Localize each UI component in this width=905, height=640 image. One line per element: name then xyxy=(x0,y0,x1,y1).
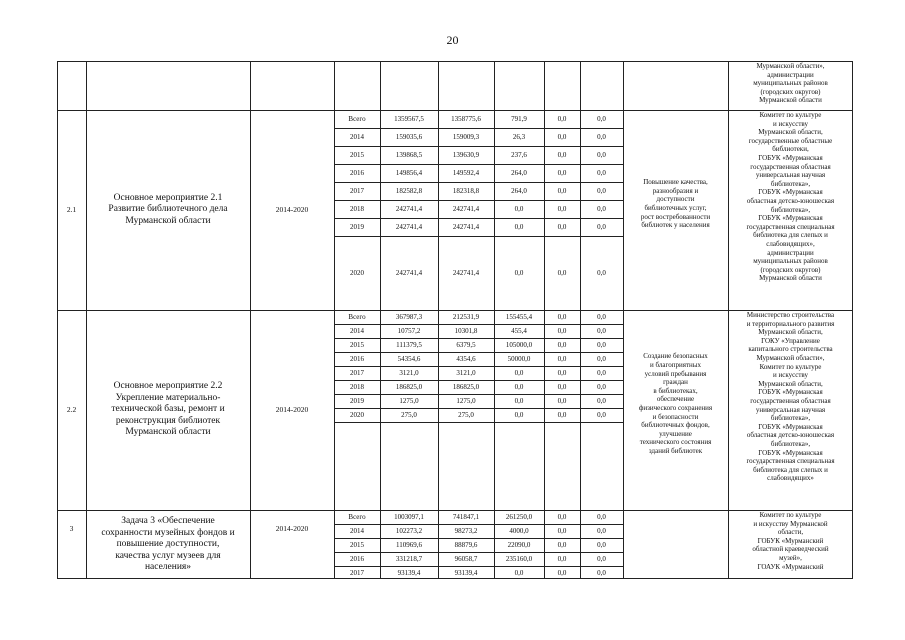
cell-year: 2015 xyxy=(350,340,364,349)
cell-v3: 22090,0 xyxy=(507,540,531,549)
responsible-line: ГОБУК «Мурманская xyxy=(758,388,823,397)
responsible-line: Мурманской области xyxy=(759,274,822,283)
responsible-line: библиотека», xyxy=(770,414,811,423)
cell-v4: 0,0 xyxy=(557,204,567,213)
cell-v1: 10757,2 xyxy=(397,326,421,335)
responsible-line: Мурманской области, xyxy=(758,379,823,388)
cell-year: 2020 xyxy=(350,268,364,277)
cell-v3: 455,4 xyxy=(511,326,527,335)
cell-v2: 182318,8 xyxy=(452,186,480,195)
cell-year: 2015 xyxy=(350,540,364,549)
responsible-line: администрации xyxy=(767,70,814,79)
cell-v5: 0,0 xyxy=(597,114,606,123)
responsible-line: ГОБУК «Мурманская xyxy=(758,214,823,223)
responsible-line: библиотека», xyxy=(770,439,811,448)
cell-v5: 0,0 xyxy=(597,354,606,363)
responsible-line: государственная областная xyxy=(750,162,831,171)
responsible-executors xyxy=(728,111,853,283)
section-number: 3 xyxy=(69,524,74,533)
responsible-line: Комитет по культуре xyxy=(759,362,822,371)
result-line: и безопасности xyxy=(652,412,699,421)
cell-v3: 0,0 xyxy=(514,222,524,231)
row-rule xyxy=(334,182,623,183)
result-line: доступности xyxy=(656,195,695,204)
responsible-line: и искусству xyxy=(773,119,808,128)
row-rule xyxy=(334,324,623,325)
cell-v4: 0,0 xyxy=(557,150,567,159)
responsible-line: Министерство строительства xyxy=(746,311,835,319)
row-rule xyxy=(334,146,623,147)
cell-year: 2014 xyxy=(350,526,364,535)
cell-year: 2019 xyxy=(350,396,364,405)
cell-v1: 139868,5 xyxy=(395,150,423,159)
cell-v4: 0,0 xyxy=(557,368,567,377)
cell-v2: 212531,9 xyxy=(452,312,480,321)
cell-v5: 0,0 xyxy=(597,326,606,335)
cell-v5: 0,0 xyxy=(597,132,606,141)
section-title xyxy=(86,193,250,228)
responsible-line: Комитет по культуре xyxy=(759,111,822,119)
cell-v5: 0,0 xyxy=(597,340,606,349)
cell-v1: 1359567,5 xyxy=(394,114,424,123)
cell-v3: 105000,0 xyxy=(505,340,533,349)
cell-v2: 242741,4 xyxy=(452,204,480,213)
responsible-line: области, xyxy=(777,528,804,537)
cell-year: 2018 xyxy=(350,382,364,391)
responsible-line: ГОАУК «Мурманский xyxy=(757,562,824,571)
cell-v5: 0,0 xyxy=(597,204,606,213)
cell-v2: 93139,4 xyxy=(454,568,478,577)
cell-v3: 0,0 xyxy=(514,268,524,277)
result-line: разнообразия и xyxy=(652,186,699,195)
cell-v1: 275,0 xyxy=(401,410,417,419)
responsible-line: Комитет по культуре xyxy=(759,511,822,519)
cell-v2: 98273,2 xyxy=(454,526,478,535)
cell-v2: 3121,0 xyxy=(456,368,476,377)
row-rule xyxy=(334,366,623,367)
responsible-line: универсальная научная xyxy=(755,405,826,414)
cell-year: 2019 xyxy=(350,222,364,231)
title-line: Основное мероприятие 2.2 xyxy=(113,381,223,392)
cell-v4: 0,0 xyxy=(557,512,567,521)
cell-v1: 102273,2 xyxy=(395,526,423,535)
cell-v4: 0,0 xyxy=(557,382,567,391)
result-line: Повышение качества, xyxy=(643,178,708,187)
cell-v1: 186825,0 xyxy=(395,382,423,391)
period: 2014-2020 xyxy=(275,524,309,533)
responsible-executors xyxy=(728,511,853,571)
cell-year: 2017 xyxy=(350,568,364,577)
cell-v3: 0,0 xyxy=(514,204,524,213)
cell-v4: 0,0 xyxy=(557,268,567,277)
cell-year: 2014 xyxy=(350,326,364,335)
cell-v4: 0,0 xyxy=(557,312,567,321)
cell-v2: 741847,1 xyxy=(452,512,480,521)
cell-v1: 242741,4 xyxy=(395,268,423,277)
page-number: 20 xyxy=(446,33,459,47)
cell-year: Всего xyxy=(348,114,366,123)
cell-year: 2018 xyxy=(350,204,364,213)
cell-v4: 0,0 xyxy=(557,132,567,141)
row-rule xyxy=(334,218,623,219)
cell-year: 2017 xyxy=(350,186,364,195)
responsible-line: областная детско-юношеская xyxy=(746,196,835,205)
row-rule xyxy=(334,236,623,237)
title-line: Задача 3 «Обеспечение xyxy=(121,516,215,526)
responsible-line: Мурманской области, xyxy=(758,128,823,137)
responsible-line: (городских округов) xyxy=(760,87,821,96)
responsible-line: Мурманской области, xyxy=(758,328,823,337)
cell-v3: 0,0 xyxy=(514,382,524,391)
responsible-line: муниципальных районов xyxy=(753,79,828,88)
responsible-line: библиотека», xyxy=(770,179,811,188)
section-number: 2.2 xyxy=(66,405,77,414)
period: 2014-2020 xyxy=(275,405,309,414)
cell-v3: 264,0 xyxy=(511,168,527,177)
title-line: населения» xyxy=(144,562,192,572)
responsible-line: библиотеки, xyxy=(772,145,809,154)
cell-v1: 367987,3 xyxy=(395,312,423,321)
cell-v2: 149592,4 xyxy=(452,168,480,177)
result-line: Создание безопасных xyxy=(643,352,708,361)
result-line: граждан xyxy=(663,378,688,387)
cell-year: Всего xyxy=(348,512,366,521)
row-rule xyxy=(334,524,623,525)
responsible-line: государственная областная xyxy=(750,396,831,405)
responsible-line: государственные областные xyxy=(748,136,833,145)
cell-v5: 0,0 xyxy=(597,150,606,159)
responsible-line: музей», xyxy=(779,553,802,562)
title-line: Укрепление материально- xyxy=(115,392,221,403)
responsible-line: Мурманской области xyxy=(759,96,822,105)
row-rule xyxy=(334,128,623,129)
cell-v1: 242741,4 xyxy=(395,204,423,213)
cell-v4: 0,0 xyxy=(557,568,567,577)
cell-v1: 149856,4 xyxy=(395,168,423,177)
title-line: Основное мероприятие 2.1 xyxy=(113,192,223,203)
column-rule xyxy=(623,61,624,579)
cell-v2: 275,0 xyxy=(458,410,474,419)
cell-v4: 0,0 xyxy=(557,326,567,335)
title-line: повышение доступности, xyxy=(116,539,220,549)
cell-v2: 139630,9 xyxy=(452,150,480,159)
row-rule xyxy=(334,538,623,539)
cell-v4: 0,0 xyxy=(557,526,567,535)
cell-year: 2016 xyxy=(350,554,364,563)
cell-year: 2016 xyxy=(350,168,364,177)
cell-v5: 0,0 xyxy=(597,168,606,177)
cell-v3: 0,0 xyxy=(514,368,524,377)
cell-v2: 159009,3 xyxy=(452,132,480,141)
responsible-line: слабовидящих» xyxy=(767,474,814,483)
cell-v5: 0,0 xyxy=(597,312,606,321)
cell-v2: 96058,7 xyxy=(454,554,478,563)
responsible-line: библиотека», xyxy=(770,205,811,214)
result-line: библиотек у населения xyxy=(641,221,710,230)
column-rule xyxy=(250,61,251,579)
title-line: Развитие библиотечного дела xyxy=(108,204,228,215)
cell-year: 2017 xyxy=(350,368,364,377)
expected-result xyxy=(623,352,728,455)
cell-v4: 0,0 xyxy=(557,168,567,177)
row-rule xyxy=(334,164,623,165)
cell-v2: 10301,8 xyxy=(454,326,478,335)
responsible-line: ГОКУ «Управление xyxy=(761,336,820,345)
cell-v4: 0,0 xyxy=(557,410,567,419)
cell-v5: 0,0 xyxy=(597,222,606,231)
result-line: и благоприятных xyxy=(650,360,701,369)
responsible-line: областной краеведческий xyxy=(752,545,829,554)
cell-v4: 0,0 xyxy=(557,554,567,563)
section-number: 2.1 xyxy=(66,205,77,214)
cell-year: 2015 xyxy=(350,150,364,159)
cell-v3: 155455,4 xyxy=(505,312,533,321)
title-line: качества услуг музеев для xyxy=(115,550,221,561)
cell-v3: 26,3 xyxy=(512,132,526,141)
responsible-line: ГОБУК «Мурманский xyxy=(757,536,824,545)
column-rule xyxy=(86,61,87,579)
row-rule xyxy=(334,200,623,201)
cell-v3: 261250,0 xyxy=(505,512,533,521)
row-rule xyxy=(334,566,623,567)
cell-v3: 4000,0 xyxy=(509,526,529,535)
result-line: обеспечение xyxy=(656,395,695,404)
responsible-line: библиотека для слепых и xyxy=(753,465,828,474)
cell-v3: 264,0 xyxy=(511,186,527,195)
responsible-line: Мурманской области», xyxy=(756,353,825,362)
cell-v4: 0,0 xyxy=(557,354,567,363)
responsible-line: ГОБУК «Мурманская xyxy=(758,448,823,457)
responsible-line: и искусству Мурманской xyxy=(753,519,828,528)
cell-v1: 242741,4 xyxy=(395,222,423,231)
section-title xyxy=(86,516,250,574)
result-line: рост востребованности xyxy=(640,212,711,221)
cell-v5: 0,0 xyxy=(597,540,606,549)
cell-v5: 0,0 xyxy=(597,268,606,277)
cell-v1: 331218,7 xyxy=(395,554,423,563)
cell-v5: 0,0 xyxy=(597,526,606,535)
cell-v1: 110969,6 xyxy=(396,540,422,549)
cell-v4: 0,0 xyxy=(557,396,567,405)
result-line: библиотечных услуг, xyxy=(644,203,707,212)
row-rule xyxy=(334,422,623,423)
responsible-line: универсальная научная xyxy=(755,171,826,180)
responsible-line: областная детско-юношеская xyxy=(746,431,835,440)
result-line: зданий библиотек xyxy=(648,446,703,455)
cell-v3: 50000,0 xyxy=(507,354,531,363)
responsible-line: (городских округов) xyxy=(760,265,821,274)
cell-year: 2020 xyxy=(350,410,364,419)
result-line: библиотечных фондов, xyxy=(641,421,710,430)
responsible-line: государственная специальная xyxy=(746,457,835,466)
cell-v2: 1275,0 xyxy=(456,396,476,405)
responsible-line: муниципальных районов xyxy=(753,257,828,266)
result-line: технического состояния xyxy=(639,438,712,447)
cell-v1: 182582,8 xyxy=(395,186,423,195)
row-rule xyxy=(334,352,623,353)
responsible-line: капитального строительства xyxy=(748,345,833,354)
result-line: физического сохранения xyxy=(638,403,713,412)
responsible-executors xyxy=(728,311,853,483)
responsible-line: ГОБУК «Мурманская xyxy=(758,422,823,431)
responsible-continuation xyxy=(728,62,853,105)
cell-v1: 159035,6 xyxy=(395,132,423,141)
cell-v5: 0,0 xyxy=(597,396,606,405)
cell-v5: 0,0 xyxy=(597,512,606,521)
cell-v2: 88879,6 xyxy=(454,540,478,549)
result-line: условий пребывания xyxy=(644,369,707,378)
cell-v3: 0,0 xyxy=(514,410,524,419)
responsible-line: Мурманской области», xyxy=(756,62,825,70)
title-line: реконструкция библиотек xyxy=(115,415,221,426)
responsible-line: библиотека для слепых и xyxy=(753,231,828,240)
responsible-line: слабовидящих», xyxy=(766,239,815,248)
responsible-line: государственная специальная xyxy=(746,222,835,231)
cell-v1: 3121,0 xyxy=(399,368,419,377)
cell-v1: 93139,4 xyxy=(397,568,421,577)
cell-v5: 0,0 xyxy=(597,410,606,419)
cell-v5: 0,0 xyxy=(597,568,606,577)
row-rule xyxy=(334,408,623,409)
title-line: сохранности музейных фондов и xyxy=(101,527,235,538)
cell-v3: 0,0 xyxy=(514,568,524,577)
title-line: технической базы, ремонт и xyxy=(111,404,225,415)
cell-v3: 235160,0 xyxy=(505,554,533,563)
cell-v2: 242741,4 xyxy=(452,268,480,277)
cell-v3: 791,9 xyxy=(511,114,527,123)
cell-v4: 0,0 xyxy=(557,186,567,195)
cell-v3: 237,6 xyxy=(511,150,527,159)
cell-v2: 1358775,6 xyxy=(451,114,481,123)
cell-v4: 0,0 xyxy=(557,222,567,231)
cell-v1: 1003097,1 xyxy=(394,512,424,521)
cell-v4: 0,0 xyxy=(557,114,567,123)
period: 2014-2020 xyxy=(275,205,309,214)
cell-v4: 0,0 xyxy=(557,540,567,549)
expected-result xyxy=(623,178,728,230)
cell-v1: 111379,5 xyxy=(396,340,422,349)
row-rule xyxy=(334,380,623,381)
cell-v5: 0,0 xyxy=(597,368,606,377)
cell-year: 2016 xyxy=(350,354,364,363)
cell-v2: 4354,6 xyxy=(456,354,476,363)
responsible-line: ГОБУК «Мурманская xyxy=(758,153,823,162)
row-rule xyxy=(334,338,623,339)
title-line: Мурманской области xyxy=(125,215,211,226)
cell-v1: 1275,0 xyxy=(399,396,419,405)
cell-v3: 0,0 xyxy=(514,396,524,405)
result-line: улучшение xyxy=(659,429,692,438)
responsible-line: ГОБУК «Мурманская xyxy=(758,188,823,197)
result-line: в библиотеках, xyxy=(653,386,698,395)
responsible-line: и искусству xyxy=(773,371,808,380)
cell-v1: 54354,6 xyxy=(397,354,421,363)
section-title xyxy=(86,381,250,439)
cell-v5: 0,0 xyxy=(597,186,606,195)
cell-v2: 242741,4 xyxy=(452,222,480,231)
cell-v2: 6379,5 xyxy=(456,340,476,349)
cell-v5: 0,0 xyxy=(597,382,606,391)
cell-year: 2014 xyxy=(350,132,364,141)
cell-v5: 0,0 xyxy=(597,554,606,563)
responsible-line: и территориального развития xyxy=(746,319,835,328)
cell-v2: 186825,0 xyxy=(452,382,480,391)
cell-year: Всего xyxy=(348,312,366,321)
cell-v4: 0,0 xyxy=(557,340,567,349)
responsible-line: администрации xyxy=(767,248,814,257)
row-rule xyxy=(334,552,623,553)
row-rule xyxy=(334,394,623,395)
title-line: Мурманской области xyxy=(125,427,211,438)
